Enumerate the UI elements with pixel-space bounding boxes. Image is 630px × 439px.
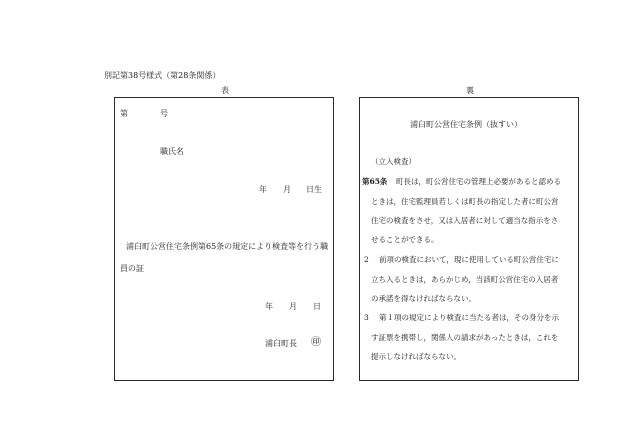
birth-year: 年 <box>259 185 267 194</box>
paragraph-2-line-3: の承諾を得なければならない。 <box>371 294 476 303</box>
paragraph-3-line-2: す証票を携帯し，関係人の請求があったときは，これを <box>371 333 559 342</box>
section-heading: （立入検査） <box>371 157 416 166</box>
paragraph-3-line-1: 第１項の規定により検査に当たる者は，その身分を示 <box>379 313 559 322</box>
number-suffix: 号 <box>160 109 168 118</box>
issue-month: 月 <box>289 302 297 311</box>
paragraph-2-line-2: 立ち入るときは，あらかじめ，当該町公営住宅の入居者 <box>371 275 559 284</box>
birth-month: 月 <box>283 185 291 194</box>
front-card <box>114 97 334 381</box>
paragraph-1-line-4: せることができる。 <box>371 235 439 244</box>
issue-year: 年 <box>265 302 273 311</box>
paragraph-1-line-2: ときは，住宅監理員若しくは町長の指定した者に町公営 <box>371 197 559 206</box>
issue-day: 日 <box>313 302 321 311</box>
certificate-text-line-1: 浦臼町公営住宅条例第65条の規定により検査等を行う職 <box>126 242 329 251</box>
paragraph-2-line-1: 前項の検査において，現に使用している町公営住宅に <box>379 255 559 264</box>
paragraph-1-line-1: 町長は，町公営住宅の管理上必要があると認める <box>396 177 561 186</box>
certificate-text-line-2: 員の証 <box>120 264 144 273</box>
birth-day: 日生 <box>306 185 322 194</box>
article-label: 第65条 <box>362 177 388 186</box>
ordinance-title: 浦臼町公営住宅条例（抜すい） <box>410 120 522 129</box>
back-side-label: 裏 <box>466 86 474 95</box>
issuer-name: 浦臼町長 <box>265 339 297 348</box>
name-title-label: 職氏名 <box>160 147 184 156</box>
seal-mark: ㊞ <box>311 337 321 348</box>
paragraph-2-number: 2 <box>364 255 369 264</box>
form-caption: 別記第38号様式（第28条関係） <box>104 71 221 80</box>
front-side-label: 表 <box>221 86 229 95</box>
paragraph-3-number: 3 <box>364 313 369 322</box>
number-prefix: 第 <box>120 109 128 118</box>
paragraph-3-line-3: 提示しなければならない。 <box>371 352 461 361</box>
paragraph-1-line-3: 住宅の検査をさせ，又は入居者に対して適当な指示をさ <box>371 216 559 225</box>
